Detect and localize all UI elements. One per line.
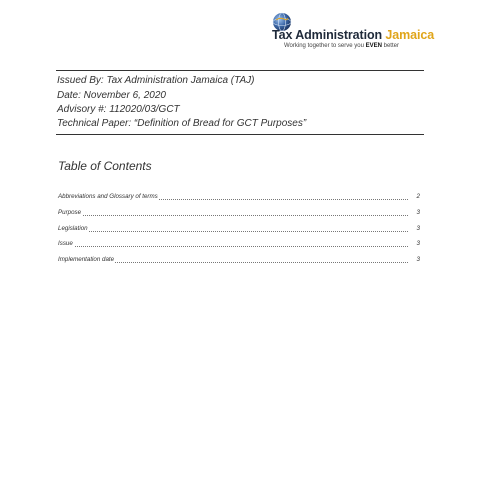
toc-entry-page: 3 — [416, 209, 420, 216]
toc-entry-label: Purpose — [58, 209, 82, 216]
toc-leader — [58, 240, 408, 247]
top-divider — [56, 70, 424, 71]
toc-entry-label: Abbreviations and Glossary of terms — [58, 193, 158, 200]
toc-leader — [58, 225, 408, 232]
toc-entry-page: 3 — [416, 240, 420, 247]
logo-name: Tax Administration Jamaica — [272, 28, 435, 42]
toc-entry-legislation[interactable] — [58, 225, 420, 235]
toc-entry-implementation-date[interactable] — [58, 256, 420, 266]
advisory-number: Advisory #: 112020/03/GCT — [57, 104, 180, 115]
issued-by: Issued By: Tax Administration Jamaica (TAJ) — [57, 75, 255, 86]
toc-leader — [58, 209, 408, 216]
toc-entry-label: Legislation — [58, 225, 88, 232]
toc-heading: Table of Contents — [58, 159, 152, 173]
toc-entry-label: Issue — [58, 240, 73, 247]
toc-entry-abbreviations[interactable] — [58, 193, 420, 203]
bottom-divider — [56, 134, 424, 135]
issue-date: Date: November 6, 2020 — [57, 90, 166, 101]
technical-paper-title: Technical Paper: “Definition of Bread for GCT Purposes” — [57, 118, 307, 129]
toc-entry-page: 3 — [416, 256, 420, 263]
toc-entry-page: 2 — [416, 193, 420, 200]
logo-tagline: Working together to serve you EVEN better — [284, 43, 399, 49]
toc-entry-page: 3 — [416, 225, 420, 232]
toc-entry-purpose[interactable] — [58, 209, 420, 219]
toc-entry-label: Implementation date — [58, 256, 115, 263]
toc-entry-issue[interactable] — [58, 240, 420, 250]
taj-logo — [272, 12, 442, 52]
